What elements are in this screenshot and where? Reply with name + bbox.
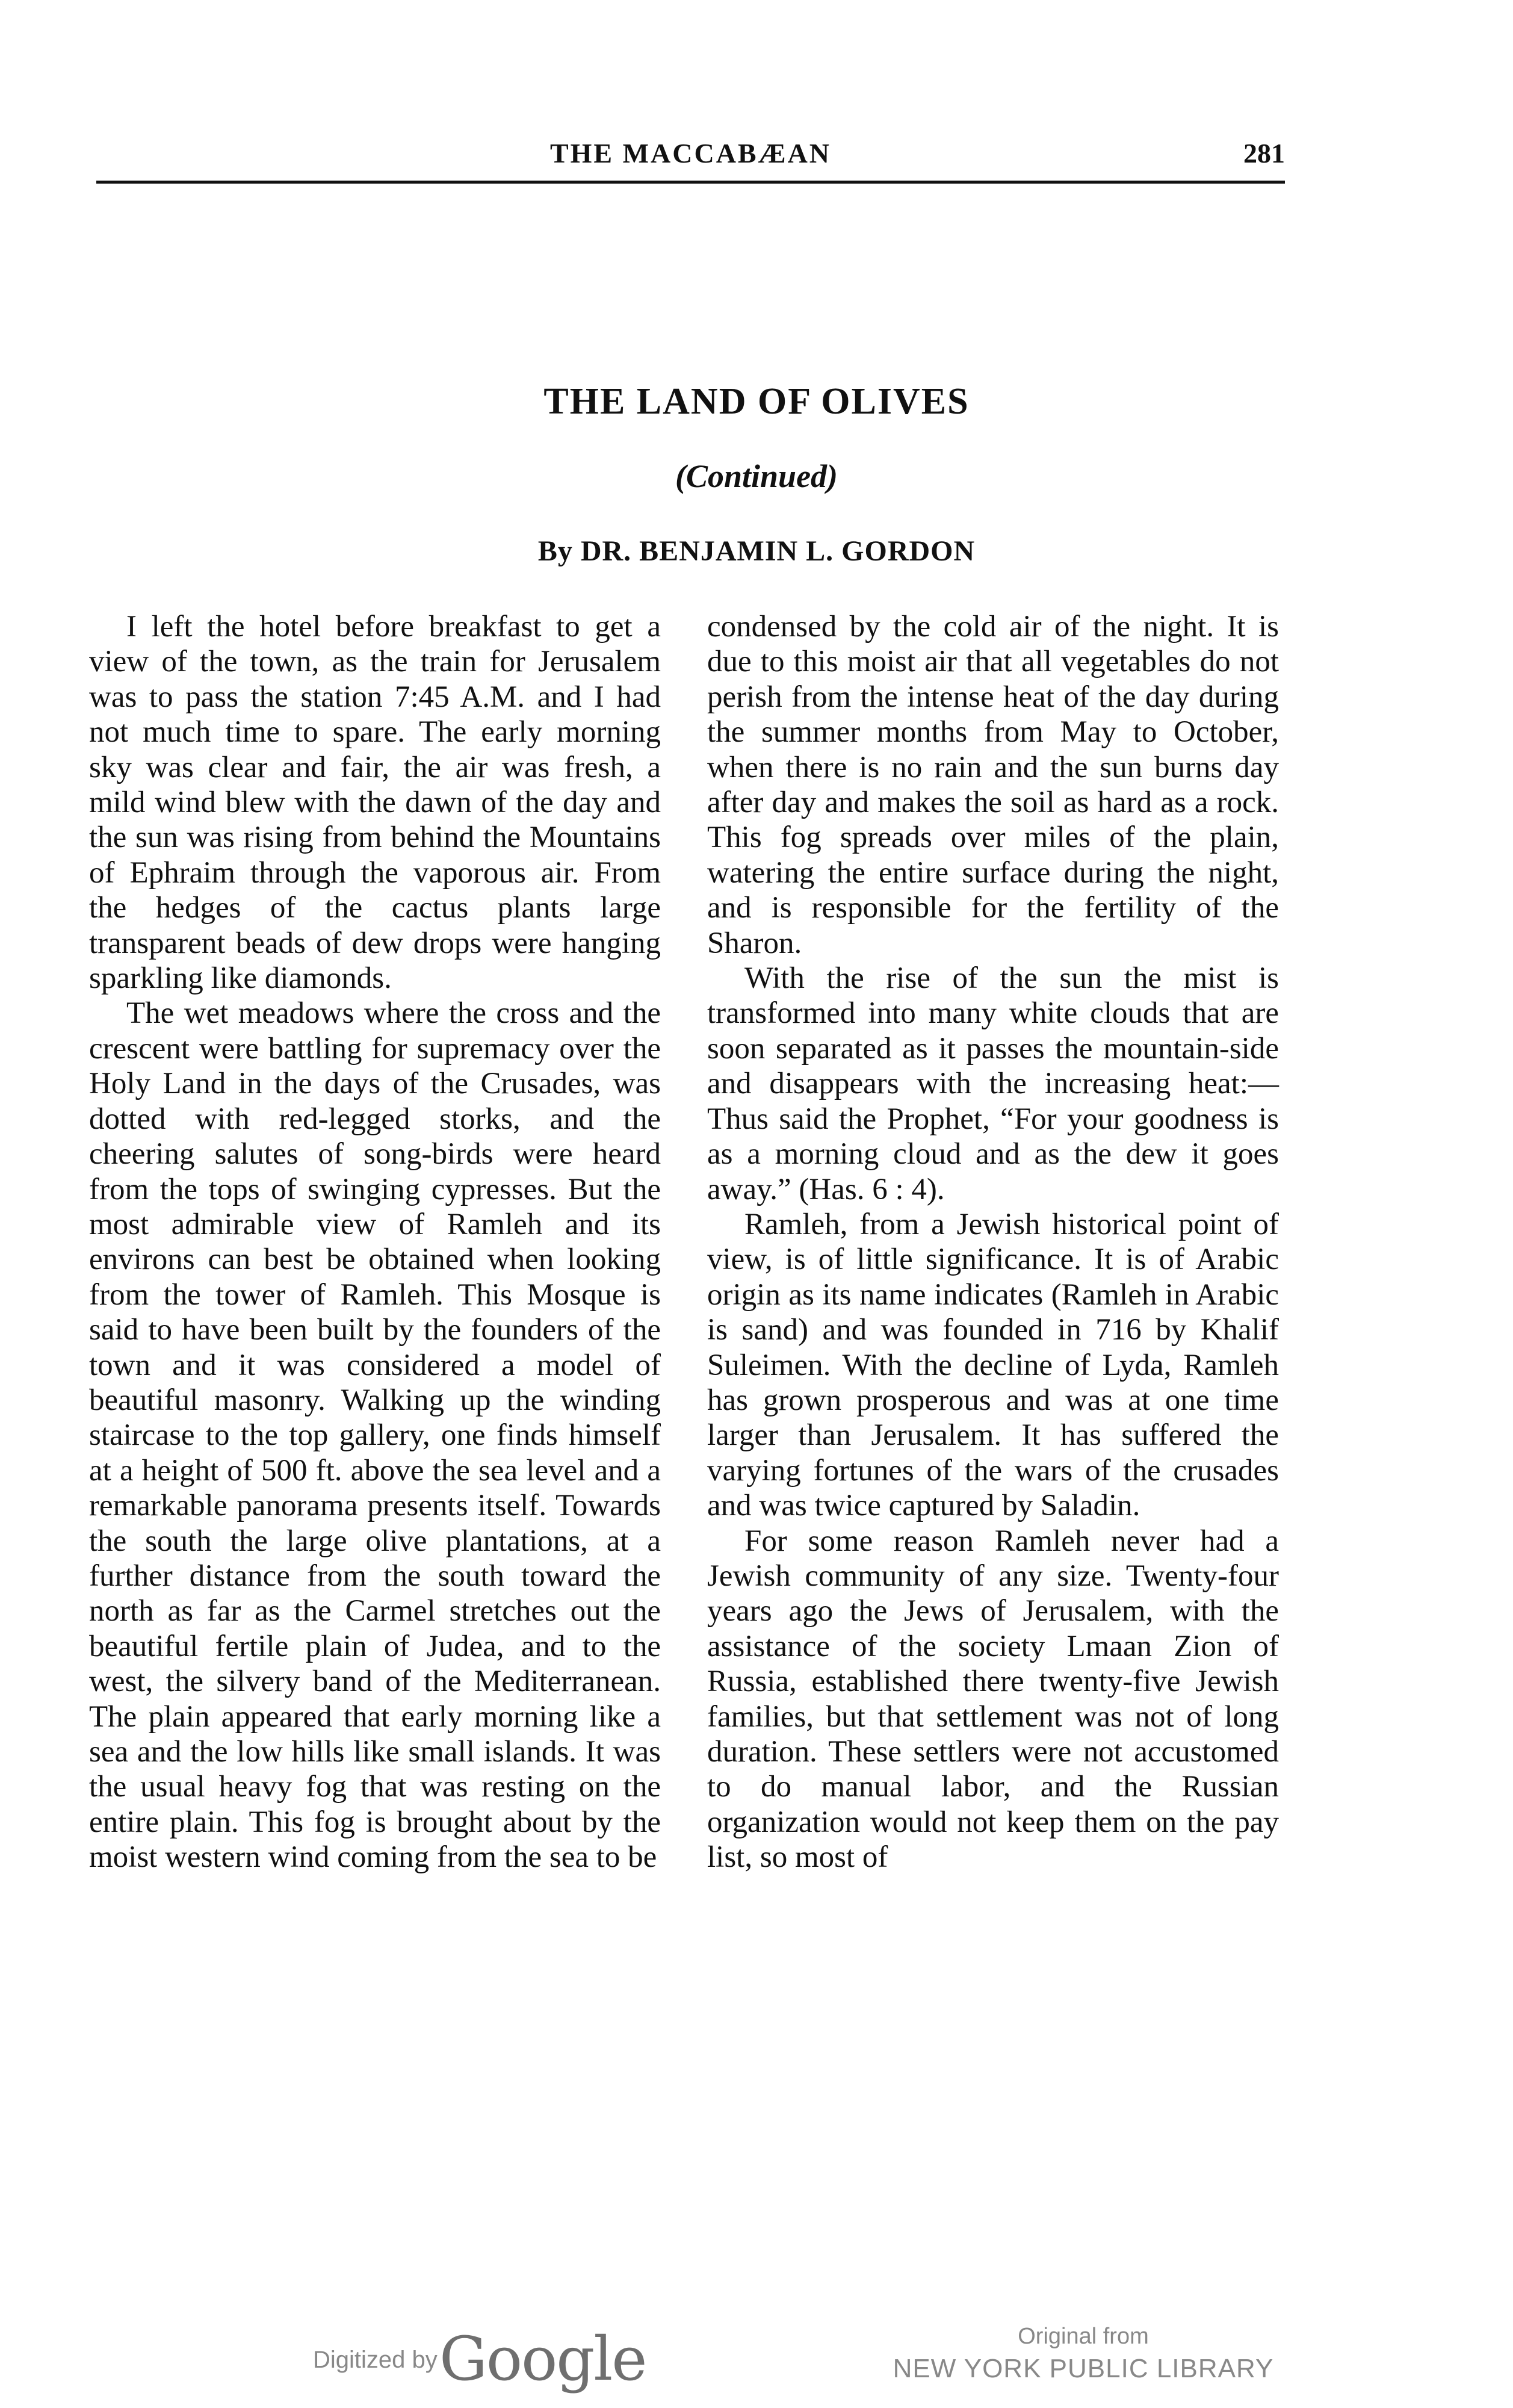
paragraph: I left the hotel before breakfast to get a view of the town, as the train for Jerusalem was to pass the station 7:45 A.M. and I had not much time to spare. The early morning sky was clear and fair, the air was fresh, a mild wind blew with the dawn of the day and the sun was rising from behind the Mountains of Ephraim through the vaporous air. From the hedges of the cactus plants large transparent beads of dew drops were hanging sparkling like diamonds.: [89, 610, 661, 996]
text-column-right: [707, 609, 1279, 2235]
article-subtitle: (Continued): [675, 458, 838, 494]
source-attribution: [867, 2321, 1300, 2386]
source-line-2: NEW YORK PUBLIC LIBRARY: [893, 2354, 1274, 2383]
source-line-1: Original from: [1018, 2324, 1149, 2349]
running-head: [96, 137, 1285, 175]
header-rule: [96, 181, 1285, 184]
paragraph-continuation: condensed by the cold air of the night. It is due to this moist air that all vegetables do not perish from the intense heat of the day during the summer months from May to October, when there is no rain and the sun burns day after day and makes the soil as hard as a rock. This fog spreads over miles of the plain, watering the entire surface during the night, and is responsible for the fertility of the Sharon.: [707, 610, 1279, 960]
digitized-label: Digitized by: [313, 2347, 438, 2373]
paragraph: Ramleh, from a Jewish historical point of view, is of little significance. It is of Arabic origin as its name indicates (Ramleh in Arabic is sand) and was founded in 716 by Khalif Suleimen. With the decline of Lyda, Ramleh has grown prosperous and was at one time larger than Jerusalem. It has suffered the varying fortunes of the wars of the crusades and was twice captured by Saladin.: [707, 1207, 1279, 1523]
page-number: 281: [1243, 138, 1285, 169]
text-column-left: [89, 609, 661, 2235]
journal-name: THE MACCABÆAN: [549, 138, 832, 169]
paragraph: With the rise of the sun the mist is transformed into many white clouds that are soon separated as it passes the mountain-side and disappears with the increasing heat:— Thus said the Prophet, “For your goodness is as a morning cloud and as the dew it goes away.” (Has. 6 : 4).: [707, 961, 1279, 1206]
google-logo: Google: [439, 2324, 646, 2394]
paragraph: The wet meadows where the cross and the crescent were battling for supremacy over the Holy Land in the days of the Crusades, was dotted with red-legged storks, and the cheering salutes of song-birds were heard from the tops of swinging cypresses. But the most admirable view of Ramleh and its environs can best be obtained when looking from the tower of Ramleh. This Mosque is said to have been built by the founders of the town and it was considered a model of beautiful masonry. Walking up the winding staircase to the top gallery, one finds himself at a height of 500 ft. above the sea level and a remarkable panorama presents itself. Towards the south the large olive plantations, at a further distance from the south toward the north as far as the Carmel stretches out the beautiful fertile plain of Judea, and to the west, the silvery band of the Mediterranean. The plain appeared that early morning like a sea and the low hills like small islands. It was the usual heavy fog that was resting on the entire plain. This fog is brought about by the moist western wind coming from the sea to be: [89, 996, 661, 1875]
digitized-by-watermark: [313, 2324, 646, 2396]
article-byline: By DR. BENJAMIN L. GORDON: [537, 535, 976, 567]
article-title: THE LAND OF OLIVES: [543, 381, 970, 422]
paragraph: For some reason Ramleh never had a Jewish community of any size. Twenty-four years ago the Jews of Jerusalem, with the assistance of the society Lmaan Zion of Russia, established there twenty-five Jewish families, but that settlement was not of long duration. These settlers were not accustomed to do manual labor, and the Russian organization would not keep them on the pay list, so most of: [707, 1524, 1279, 1875]
